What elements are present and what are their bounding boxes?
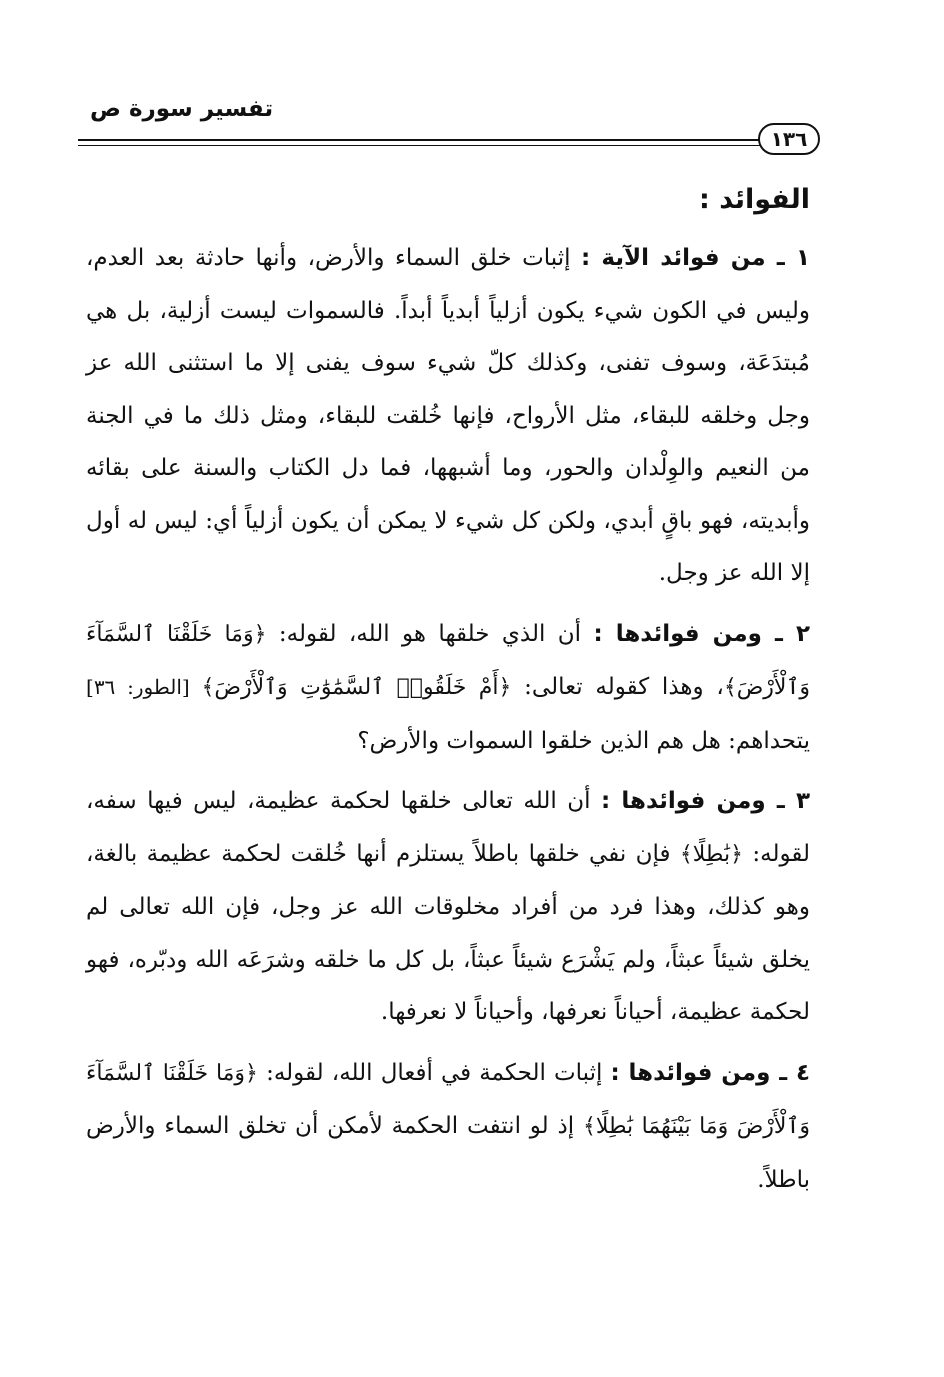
paragraph-text: إثبات خلق السماء والأرض، وأنها حادثة بعد العدم، وليس في الكون شيء يكون أزلياً أبدياً أبداً. فالسموات ليست أزلية، بل هي مُبتدَعَة، وسوف تفنى، وكذلك كلّ شيء سوف يفنى إلا ما استثنى الله عز وجل وخلقه للبقاء، مثل الأرواح، فإنها خُلقت للبقاء، ومثل ذلك ما في الجنة من النعيم والوِلْدان والحور، وما أشبهها، فما دل الكتاب والسنة على بقائه وأبديته، فهو باقٍ أبدي، ولكن كل شيء لا يمكن أن يكون أزلياً أي: ليس له أول إلا الله عز وجل. [86,245,810,586]
paragraph-lead: ٢ ـ ومن فوائدها : [593,620,810,647]
page-content [86,178,810,1214]
paragraph-lead: ٤ ـ ومن فوائدها : [610,1059,810,1086]
paragraph-2 [86,608,810,768]
quran-verse: ﴿بَٰطِلًا﴾ [679,841,743,867]
paragraph-3 [86,775,810,1039]
paragraph-lead: ١ ـ من فوائد الآية : [581,245,810,271]
paragraph-text: أن الله تعالى خلقها لحكمة عظيمة، ليس فيها سفه، لقوله: [86,788,810,867]
paragraph-text: إثبات الحكمة في أفعال الله، لقوله: [257,1059,611,1086]
quran-verse: ﴿وَمَا خَلَقْنَا ٱلسَّمَآءَ وَٱلْأَرْضَ﴾ [86,621,810,700]
section-heading: الفوائد : [699,184,810,215]
quran-verse: ﴿وَمَا خَلَقْنَا ٱلسَّمَآءَ وَٱلْأَرْضَ وَمَا بَيْنَهُمَا بَٰطِلًا﴾ [86,1060,810,1139]
paragraph-text: يتحداهم: هل هم الذين خلقوا السموات والأرض؟ [357,727,810,754]
running-header-title: تفسير سورة ص [90,96,274,122]
paragraph-lead: ٣ ـ ومن فوائدها : [601,788,810,814]
paragraph-text: ، وهذا كقوله تعالى: [511,674,724,700]
verse-reference: [الطور: ٣٦] [86,675,202,699]
header-rule [78,139,760,146]
paragraph-text: أن الذي خلقها هو الله، لقوله: [266,620,594,647]
paragraph-1 [86,232,810,600]
quran-verse: ﴿أَمْ خَلَقُوا۟ ٱلسَّمَٰوَٰتِ وَٱلْأَرْضَ﴾ [201,675,512,700]
paragraph-text: فإن نفي خلقها باطلاً يستلزم أنها خُلقت لحكمة عظيمة بالغة، وهو كذلك، وهذا فرد من أفراد مخلوقات الله عز وجل، فإن الله تعالى لم يخلق شيئاً عبثاً، ولم يَشْرَع شيئاً عبثاً، بل كل ما خلقه وشرَعَه الله ودبّره، فهو لحكمة عظيمة، أحياناً نعرفها، وأحياناً لا نعرفها. [86,840,810,1025]
paragraph-text: إذ لو انتفت الحكمة لأمكن أن تخلق السماء والأرض باطلاً. [86,1113,810,1193]
paragraph-4 [86,1047,810,1207]
page-number-badge: ١٣٦ [758,123,820,155]
